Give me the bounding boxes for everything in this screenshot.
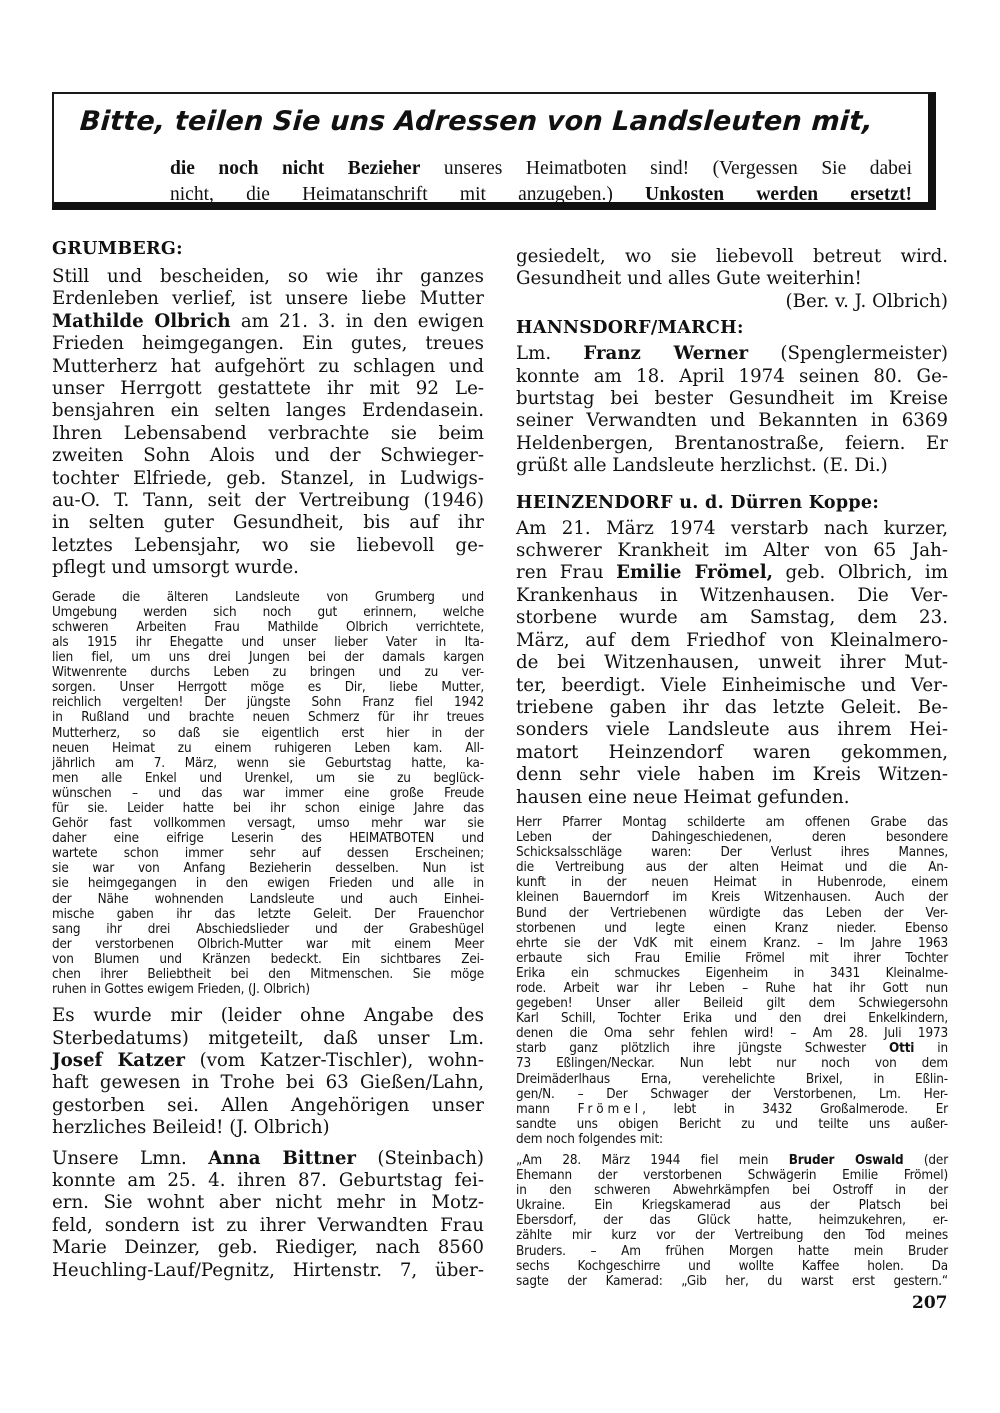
text-line bbox=[516, 562, 948, 584]
text-span: mann bbox=[516, 1101, 578, 1117]
text-line: gen/N. – Der Schwager der Verstorbenen, Lm. Her- bbox=[516, 1086, 948, 1102]
text-line: für sie. Leider hatte bei ihr schon einige Jahre das bbox=[52, 801, 484, 816]
left-column bbox=[52, 238, 484, 1282]
katzer-paragraph bbox=[52, 1005, 484, 1139]
text-line bbox=[516, 1102, 948, 1117]
text-line: zweiten Sohn Alois und der Schwieger- bbox=[52, 445, 484, 467]
text-line: triebene gaben ihr das letzte Geleit. Be- bbox=[516, 696, 948, 718]
text-span: „Am 28. März 1944 fiel mein bbox=[516, 1153, 789, 1168]
text-line: jährlich am 7. März, wenn sie Geburtstag hatte, ka- bbox=[52, 755, 484, 771]
text-line: grüßt alle Landsleute herzlichst. (E. Di.) bbox=[516, 455, 888, 477]
text-line: sechs Kochgeschirre und wollte Kaffee holen. Da bbox=[516, 1258, 948, 1274]
section-heading-heinzendorf: HEINZENDORF u. d. Dürren Koppe: bbox=[516, 492, 880, 513]
text-line: gesiedelt, wo sie liebevoll betreut wird. bbox=[516, 246, 948, 267]
text-line: kleinen Bauerndorf im Kreis Witzenhausen. Auch der bbox=[516, 890, 948, 906]
text-span: starb ganz plötzlich ihre jüngste Schwester bbox=[516, 1041, 889, 1057]
text-line: konnte am 18. April 1974 seinen 80. Ge- bbox=[516, 365, 948, 387]
text-line: rode. Arbeit war ihr Leben – Ruhe hat ihr Gott nun bbox=[516, 980, 948, 996]
text-line: Heldenbergen, Brentanostraße, feiern. Er bbox=[516, 432, 948, 454]
text-line: storbene wurde am Samstag, dem 23. bbox=[516, 607, 948, 629]
text-line: denen die Oma sehr fehlen wird! – Am 28. Juli 1973 bbox=[516, 1026, 948, 1042]
text-line: ruhen in Gottes ewigem Frieden, (J. Olbrich) bbox=[52, 982, 310, 998]
text-line: dem noch folgendes mit: bbox=[516, 1131, 663, 1147]
text-line: Erdenleben verlief, ist unsere liebe Mutter bbox=[52, 288, 484, 310]
author-credit: (Ber. v. J. Olbrich) bbox=[785, 290, 948, 312]
text-line: au-O. T. Tann, seit der Vertreibung (1946) bbox=[52, 490, 484, 512]
text-line: herzliches Beileid! (J. Olbrich) bbox=[52, 1117, 330, 1139]
text-line: ter, beerdigt. Viele Einheimische und Ver- bbox=[516, 674, 948, 696]
text-line: Gerade die älteren Landsleute von Grumberg und bbox=[52, 589, 484, 605]
text-line: gestorben sei. Allen Angehörigen unser bbox=[52, 1094, 484, 1116]
text-line: Schicksalsschläge waren: Der Verlust ihres Mannes, bbox=[516, 845, 948, 861]
text-line: Frieden heimgegangen. Ein gutes, treues bbox=[52, 333, 484, 355]
text-line: Herr Pfarrer Montag schilderte am offenen Grabe das bbox=[516, 814, 948, 830]
text-line: neuen Heimat zu einem ruhigeren Leben kam. All- bbox=[52, 740, 484, 756]
text-span: ren Frau bbox=[516, 562, 617, 584]
text-line: Gesundheit und alles Gute weiterhin! bbox=[516, 268, 862, 290]
froemel-obituary-paragraph bbox=[516, 518, 948, 809]
person-name: Bruder Oswald bbox=[788, 1153, 904, 1168]
text-line: haft gewesen in Trohe bei 63 Gießen/Lahn, bbox=[52, 1072, 484, 1094]
text-span: (Spenglermeister) bbox=[748, 343, 948, 365]
text-line: 73 Eßlingen/Neckar. Nun lebt nur noch von dem bbox=[516, 1056, 948, 1072]
text-line: reichlich vergelten! Der jüngste Sohn Franz fiel 1942 bbox=[52, 695, 484, 711]
text-line: ern. Sie wohnt aber nicht mehr in Motz- bbox=[52, 1192, 484, 1214]
oswald-quote-paragraph bbox=[516, 1153, 948, 1289]
section-heading-grumberg: GRUMBERG: bbox=[52, 239, 183, 259]
text-line: feld, sondern ist zu ihrer Verwandten Frau bbox=[52, 1214, 484, 1236]
text-line: in den schweren Abwehrkämpfen bei Ostroff in der bbox=[516, 1183, 948, 1199]
text-line: de bei Witzenhausen, unweit ihrer Mut- bbox=[516, 652, 948, 674]
grumberg-small-paragraph bbox=[52, 590, 484, 998]
text-line: in Rußland und brachte neuen Schmerz für ihr treues bbox=[52, 710, 484, 726]
text-line: daher eine eifrige Leserin des HEIMATBOTEN und bbox=[52, 831, 484, 847]
notice-text: nicht, die Heimatanschrift mit anzugeben.) bbox=[170, 184, 646, 205]
text-line: Erika ein schmuckes Eigenheim in 3431 Kleinalme- bbox=[516, 965, 948, 981]
text-line: Gehör fast vollkommen versagt, umso mehr war sie bbox=[52, 816, 484, 832]
text-line: matort Heinzendorf waren gekommen, bbox=[516, 741, 948, 763]
person-name: Mathilde Olbrich bbox=[52, 310, 231, 332]
person-name: Anna Bittner bbox=[208, 1147, 356, 1169]
text-line: Mutterherz, so daß sie eigentlich erst hier in der bbox=[52, 725, 484, 741]
text-line: sagte der Kamerad: „Gib her, du warst erst gestern.“ bbox=[516, 1273, 948, 1289]
text-line: Es wurde mir (leider ohne Angabe des bbox=[52, 1005, 484, 1027]
text-line: in selten guter Gesundheit, bis auf ihr bbox=[52, 512, 484, 534]
text-line: unser Herrgott gestattete ihr mit 92 Le- bbox=[52, 378, 484, 400]
text-line: denn sehr viele haben im Kreis Witzen- bbox=[516, 764, 948, 786]
text-line: Ihren Lebensabend verbrachte sie beim bbox=[52, 422, 484, 444]
person-name: Emilie Frömel, bbox=[616, 562, 773, 584]
person-name-spaced: Frömel bbox=[577, 1101, 643, 1117]
text-line: Bund der Vertriebenen würdigte das Leben der Ver- bbox=[516, 905, 948, 921]
text-line: Krankenhaus in Witzenhausen. Die Ver- bbox=[516, 584, 948, 606]
text-span: (der bbox=[903, 1153, 948, 1168]
text-line: Heuchling-Lauf/Pegnitz, Hirtenstr. 7, über- bbox=[52, 1259, 484, 1281]
text-span: Lm. bbox=[516, 343, 584, 365]
text-line: burtstag bei bester Gesundheit im Kreise bbox=[516, 388, 948, 410]
text-line: Mutterherz hat aufgehört zu schlagen und bbox=[52, 355, 484, 377]
text-line: tochter Elfriede, geb. Stanzel, in Ludwigs- bbox=[52, 467, 484, 489]
text-line: Witwenrente durchs Leben zu bringen und zu ver- bbox=[52, 665, 484, 681]
text-span: am 21. 3. in den ewigen bbox=[230, 310, 484, 332]
text-line: schweren Arbeiten Frau Mathilde Olbrich verrichtete, bbox=[52, 619, 484, 635]
text-line: Umgebung werden sich noch gut erinnern, welche bbox=[52, 604, 484, 620]
person-name: Josef Katzer bbox=[52, 1050, 185, 1072]
text-line bbox=[516, 1153, 948, 1168]
text-span: , lebt in 3432 Großalmerode. Er bbox=[642, 1101, 948, 1117]
text-line: Sterbedatums) mitgeteilt, daß unser Lm. bbox=[52, 1027, 484, 1049]
text-line: sandte uns obigen Bericht zu und teilte uns außer- bbox=[516, 1116, 948, 1132]
text-span: (Steinbach) bbox=[355, 1147, 485, 1169]
text-line: Ehemann der verstorbenen Schwägerin Emilie Frömel) bbox=[516, 1168, 948, 1184]
person-name: Otti bbox=[889, 1041, 915, 1057]
text-line: sie war von Anfang Bezieherin desselben. Nun ist bbox=[52, 861, 484, 877]
text-line: Marie Deinzer, geb. Riediger, nach 8560 bbox=[52, 1237, 484, 1259]
bittner-continuation bbox=[516, 246, 948, 313]
text-line: erbaute sich Frau Emilie Frömel mit ihrer Tochter bbox=[516, 950, 948, 966]
text-line: die Vertreibung aus der alten Heimat und die An- bbox=[516, 860, 948, 876]
text-line: sang ihr drei Abschiedslieder und der Grabeshügel bbox=[52, 921, 484, 937]
text-line: von Blumen und Kränzen bedeckt. Ein sichtbares Zei- bbox=[52, 951, 484, 967]
grumberg-obituary-paragraph bbox=[52, 266, 484, 580]
text-line: gegeben! Unser aller Beileid gilt dem Schwiegersohn bbox=[516, 996, 948, 1012]
text-line: lien fiel, um uns drei Jungen bei der damals kargen bbox=[52, 650, 484, 666]
notice-title: Bitte, teilen Sie uns Adressen von Landsleuten mit, bbox=[78, 106, 874, 137]
werner-paragraph bbox=[516, 343, 948, 477]
text-line: mische gaben ihr das letzte Geleit. Der Frauenchor bbox=[52, 906, 484, 922]
text-line: schwerer Krankheit im Alter von 65 Jah- bbox=[516, 540, 948, 562]
text-span: (vom Katzer-Tischler), wohn- bbox=[184, 1050, 484, 1072]
notice-line-1 bbox=[170, 156, 912, 182]
text-line: zählte mir kurz vor der Vertreibung den Tod meines bbox=[516, 1228, 948, 1244]
text-line: Am 21. März 1974 verstarb nach kurzer, bbox=[516, 517, 948, 539]
text-line: kunft in der neuen Heimat in Hubenrode, einem bbox=[516, 875, 948, 891]
notice-line-2 bbox=[170, 182, 912, 208]
text-line: Dreimäderlhaus Erna, verehelichte Brixel, in Eßlin- bbox=[516, 1071, 948, 1087]
text-span: Unsere Lmn. bbox=[52, 1147, 209, 1169]
text-line bbox=[52, 1050, 484, 1072]
text-line: der Nähe wohnenden Landsleute und auch Einhei- bbox=[52, 891, 484, 907]
text-line: Ebersdorf, der das Glück hatte, heimzukehren, er- bbox=[516, 1213, 948, 1229]
froemel-small-paragraph bbox=[516, 815, 948, 1147]
notice-box bbox=[52, 92, 936, 210]
text-line: bensjahren ein selten langes Erdendasein. bbox=[52, 400, 484, 422]
text-line: chen ihrer Beliebtheit bei den Mitmenschen. Sie möge bbox=[52, 967, 484, 983]
text-line: storbenen und legte einen Kranz nieder. Ebenso bbox=[516, 920, 948, 936]
text-line: wünschen – und das war immer eine große Freude bbox=[52, 785, 484, 801]
text-line bbox=[516, 1041, 948, 1056]
person-name: Franz Werner bbox=[583, 343, 749, 365]
notice-body bbox=[170, 156, 912, 208]
text-line: sie heimgegangen in den ewigen Frieden und alle in bbox=[52, 876, 484, 892]
bittner-paragraph bbox=[52, 1148, 484, 1282]
text-line: seiner Verwandten und Bekannten in 6369 bbox=[516, 410, 948, 432]
text-line: men alle Enkel und Urenkel, um sie zu beglück- bbox=[52, 770, 484, 786]
notice-text: unseres Heimatboten sind! (Vergessen Sie dabei bbox=[420, 158, 912, 179]
text-line: Ukraine. Ein Kriegskamerad aus der Platsch bei bbox=[516, 1198, 948, 1214]
text-line: konnte am 25. 4. ihren 87. Geburtstag fei- bbox=[52, 1170, 484, 1192]
text-line bbox=[52, 1148, 484, 1170]
text-line: Bruders. – Am frühen Morgen hatte mein Bruder bbox=[516, 1243, 948, 1259]
section-heading-hannsdorf: HANNSDORF/MARCH: bbox=[516, 318, 744, 339]
text-span: geb. Olbrich, im bbox=[772, 562, 948, 584]
text-line: wartete schon immer sehr auf dessen Erscheinen; bbox=[52, 846, 484, 862]
right-column bbox=[516, 246, 948, 1289]
text-line: ehrte sie der VdK mit einem Kranz. – Im Jahre 1963 bbox=[516, 935, 948, 951]
text-line: März, auf dem Friedhof von Kleinalmero- bbox=[516, 629, 948, 651]
notice-emphasis: die noch nicht Bezieher bbox=[170, 158, 421, 179]
text-line bbox=[52, 311, 484, 333]
text-line bbox=[516, 343, 948, 365]
text-line: Karl Schill, Tochter Erika und den drei Enkelkindern, bbox=[516, 1011, 948, 1027]
text-line: sorgen. Unser Herrgott möge es Dir, liebe Mutter, bbox=[52, 680, 484, 696]
text-line: Leben der Dahingeschiedenen, deren besondere bbox=[516, 830, 948, 846]
text-line: pflegt und umsorgt wurde. bbox=[52, 557, 299, 579]
page-number: 207 bbox=[912, 1293, 948, 1313]
text-line: hausen eine neue Heimat gefunden. bbox=[516, 786, 850, 808]
text-line: der verstorbenen Olbrich-Mutter war mit einem Meer bbox=[52, 936, 484, 952]
text-line: Still und bescheiden, so wie ihr ganzes bbox=[52, 266, 484, 287]
text-line: letztes Lebensjahr, wo sie liebevoll ge- bbox=[52, 534, 484, 556]
notice-emphasis: Unkosten werden ersetzt! bbox=[645, 184, 912, 205]
text-line: als 1915 ihr Ehegatte und unser lieber Vater in Ita- bbox=[52, 634, 484, 650]
text-line: sonders viele Landsleute aus ihrem Hei- bbox=[516, 719, 948, 741]
text-span: in bbox=[914, 1041, 948, 1057]
